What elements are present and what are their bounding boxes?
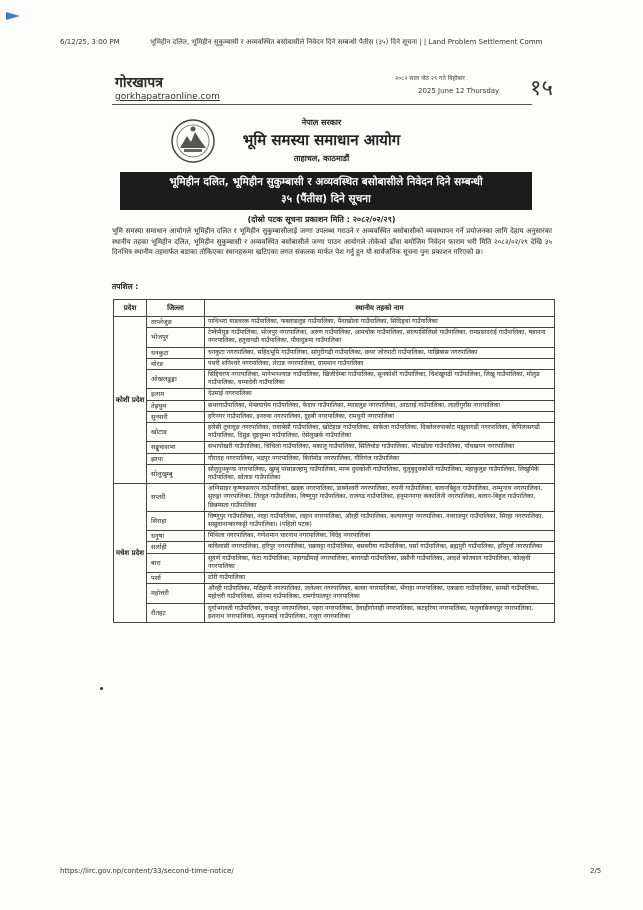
district-cell: झापा	[147, 453, 205, 464]
table-row	[114, 358, 555, 369]
local-levels-cell: अग्निसाइर कृष्णासवरन गाउँपालिका, खडक नगरपालिका, डाक्नेश्वरी नगरपालिका, रुपनी गाउँपालिका, बलानबिहुल गाउँपालिका, शम्भुनाथ नगरपालिका, सुरुङ्गा नगरपालिका, तिरहुत गाउँपालिका, विष्णुपुर गाउँपालिका, राजगढ गाउँपालिका, हनुमाननगर कंकालिनी नगरपालिका, बलान-बिहुल गाउँपालिका, छिन्नमस्ता गाउँपालिका	[205, 484, 555, 512]
table-row	[114, 423, 555, 442]
table-row	[114, 542, 555, 553]
footer-page-number: 2/5	[590, 867, 602, 875]
local-levels-cell: हलेसी तुवाचुङ नगरपालिका, रावाबेसी गाउँपालिका, खोटेहाङ गाउँपालिका, साकेला गाउँपालिका, दिक्तेलरुपाकोट मझुवागढी नगरपालिका, केपिलासगढी गाउँपालिका, दिप्रुङ चुइचुम्मा गाउँपालिका, ऐसेलुखर्क गाउँपालिका	[205, 423, 555, 442]
local-levels-table	[113, 299, 555, 623]
district-cell: ओखलढुङ्गा	[147, 370, 205, 389]
district-cell: मोरङ	[147, 358, 205, 369]
newspaper-url[interactable]: gorkhapatraonline.com	[115, 92, 220, 102]
local-levels-cell: ठोरी गाउँपालिका	[205, 573, 555, 584]
local-levels-cell: विष्णुपुर गाउँपालिका, नरहा गाउँपालिका, लहान नगरपालिका, औरही गाउँपालिका, कल्याणपुर नगरपालिका, नवराजपुर गाउँपालिका, सिरहा नगरपालिका, सखुवानान्कारकट्टी गाउँपालिका। (पहिलो पटक)	[205, 511, 555, 530]
local-levels-cell: कविलासी नगरपालिका, हरिपुर नगरपालिका, चक्रघट्टा गाउँपालिका, बसबरीया गाउँपालिका, पर्सा गाउँपालिका, ब्रह्मपुरी गाउँपालिका, हरिपुर्वा नगरपालिका	[205, 542, 555, 553]
header-divider	[112, 104, 532, 105]
print-datetime: 6/12/25, 3:00 PM	[60, 38, 120, 46]
schedule-label: तपशिल :	[112, 282, 139, 291]
publication-date: (दोस्रो पटक सूचना प्रकाशन मिति : २०८२/०२/२९)	[247, 215, 396, 224]
local-levels-cell: सिद्दिचरण नगरपालिका, मानेभञ्ज्याङ गाउँपालिका, खिजीदेम्बा गाउँपालिका, सुनकोशी गाउँपालिका, चिशंखुगढी गाउँपालिका, लिखु गाउँपालिका, मोलुङ गाउँपालिका, चम्पादेवी गाउँपालिका	[205, 370, 555, 389]
table-row	[114, 553, 555, 572]
local-levels-cell: हरिनगर गाउँपालिका, इनरुवा नगरपालिका, दुहबी नगरपालिका, रामधुनी नगरपालिका	[205, 411, 555, 422]
newspaper-date-nepali: २०८२ साल जेठ २९ गते बिहीबार	[395, 75, 465, 82]
notice-title-banner	[120, 172, 532, 210]
local-levels-cell: छथरगाउँपालिका, मेन्छयायेम गाउँपालिका, फेदाप गाउँपालिका, म्याङलुङ नगरपालिका, आठराई गाउँपालिका, लालीगुराँस नगरपालिका	[205, 400, 555, 411]
local-levels-cell: सुवर्ण गाउँपालिका, फेटा गाउँपालिका, महागढीमाई नगरपालिका, बारागढी गाउँपालिका, प्रसौनी गाउँपालिका, आदर्श कोतवाल गाउँपालिका, कोल्हवी नगरपालिका	[205, 553, 555, 572]
table-row	[114, 531, 555, 542]
district-cell: महोत्तरी	[147, 584, 205, 603]
local-levels-cell: पथरी शनिश्चरे नगरपालिका, लेटाङ नगरपालिका, ग्रामथान गाउँपालिका	[205, 358, 555, 369]
margin-dot	[100, 687, 103, 690]
table-row	[114, 370, 555, 389]
local-levels-cell: सभापोखरी गाउँपालिका, चिचिला गाउँपालिका, मकालु गाउँपालिका, सिलिचोङ गाउँपालिका, भोटखोला गाउँपालिका, पाँचखपन नगरपालिका	[205, 442, 555, 453]
table-row	[114, 442, 555, 453]
district-cell: खोटाङ	[147, 423, 205, 442]
province-cell: कोशी प्रदेश	[114, 317, 147, 484]
newspaper-name: गोरखापत्र	[115, 75, 163, 91]
table-row	[114, 347, 555, 358]
district-cell: सोलुखुम्बु	[147, 464, 205, 483]
local-levels-cell: टेम्केमैयुङ गाउँपालिका, भोजपुर नगरपालिका, अरुण गाउँपालिका, आमचोक गाउँपालिका, साल्पासिलिछो गाउँपालिका, रामप्रसादराई गाउँपालिका, षडानन्द नगरपालिका, हतुवागढी गाउँपालिका, पौवादुङमा गाउँपालिका	[205, 328, 555, 347]
table-row	[114, 464, 555, 483]
table-row	[114, 317, 555, 328]
local-levels-cell: औरही गाउँपालिका, मटिहानी नगरपालिका, जलेश्वर नगरपालिका, बलवा नगरपालिका, भँगाहा नगरपालिका, एकडारा गाउँपालिका, साम्सी गाउँपालिका, महोत्तरी गाउँपालिका, सोनमा गाउँपालिका, रामगोपालपुर नगरपालिका	[205, 584, 555, 603]
newspaper-page-number: १५	[530, 76, 553, 101]
print-page-title: भूमिहीन दलित, भूमिहीन सुकुम्बासी र अव्यवस्थित बसोबासीले निवेदन दिने सम्बन्धी पैतीस (३५) दिने सूचना | | Land Problem Settlement Comm	[150, 38, 543, 46]
district-cell: धनकुटा	[147, 347, 205, 358]
local-levels-cell: देउमाई नगरपालिका	[205, 389, 555, 400]
district-cell: पर्सा	[147, 573, 205, 584]
local-levels-cell: पाथिभरा याङवरक गाउँपालिका, फक्ताङलुङ गाउँपालिका, मैवाखोला गाउँपालिका, सिदिङ्वा गाउँपालिका	[205, 317, 555, 328]
table-row	[114, 484, 555, 512]
local-levels-cell: गौरादह नगरपालिका, भद्रपुर नगरपालिका, बिर्तामोड नगरपालिका, गौरिगंज गाउँपालिका	[205, 453, 555, 464]
header-district: जिल्ला	[147, 300, 205, 317]
district-cell: ताप्लेजुङ	[147, 317, 205, 328]
table-row	[114, 584, 555, 603]
notice-body: भूमि समस्या समाधान आयोगले भूमिहीन दलित र भूमिहीन सुकुम्बासीलाई जग्गा उपलब्ध गराउने र अव्यवस्थित बसोबासीको व्यवस्थापन गर्ने प्रयोजनका लागि देहाय अनुसारका स्थानीय तहका भूमिहीन दलित, भूमिहीन सुकुम्बासी र अव्यवस्थित बसोबासीले जग्गा पाउन आयोगले तोकेको ढाँचा बमोजिम निवेदन फाराम भरी मिति २०८२/०२/२९ देखि ३५ दिनभित्र स्थानीय तहमार्फत बडाका तोकिएका स्थानहरूमा खटिएका लगत संकलक मार्फत पेश गर्नु हुन यो सार्वजनिक सूचना पुनः प्रकाशन गरिएको छ।	[112, 227, 552, 257]
local-levels-cell: सोलुदुधकुण्ड नगरपालिका, खुम्बु पासाङल्हामु गाउँपालिका, माप्य दुधकोशी गाउँपालिका, धुलुबुदुधकोशी गाउँपालिका, महाकुलुङ गाउँपालिका, लिखुपिके गाउँपालिका, सोताङ गाउँपालिका	[205, 464, 555, 483]
province-cell: मधेश प्रदेश	[114, 484, 147, 623]
mouse-cursor-icon	[6, 12, 20, 20]
table-row	[114, 328, 555, 347]
footer-url[interactable]: https://lirc.gov.np/content/33/second-time-notice/	[60, 867, 234, 875]
district-cell: धनुषा	[147, 531, 205, 542]
header-local-levels: स्थानीय तहको नाम	[205, 300, 555, 317]
table-row	[114, 453, 555, 464]
newspaper-date-english: 2025 June 12 Thursday	[418, 87, 500, 95]
table-header-row	[114, 300, 555, 317]
district-cell: सिराहा	[147, 511, 205, 530]
header-province: प्रदेश	[114, 300, 147, 317]
commission-name: भूमि समस्या समाधान आयोग	[242, 131, 401, 149]
local-levels-cell: मिथिला नगरपालिका, गणेशमान चारनाथ नगरपालिका, विदेह नगरपालिका	[205, 531, 555, 542]
table-row	[114, 389, 555, 400]
district-cell: भोजपुर	[147, 328, 205, 347]
district-cell: सुनसरी	[147, 411, 205, 422]
notice-title-line1: भूमिहीन दलित, भूमिहीन सुकुम्बासी र अव्यवस्थित बसोबासीले निवेदन दिने सम्बन्धी	[169, 176, 483, 188]
district-cell: बारा	[147, 553, 205, 572]
table-row	[114, 400, 555, 411]
district-cell: तेह्रथुम	[147, 400, 205, 411]
district-cell: रौतहट	[147, 603, 205, 622]
local-levels-cell: दुर्गाभगवती गाउँपालिका, चन्द्रपुर नगरपालिका, पहरा नगरपालिका, देवाहीगोनाही नगरपालिका, कटहरिया नगरपालिका, फतुवाबिजयपुर नगरपालिका, इशनाथ नगरपालिका, यमुनामाई गाउँपालिका, गजुरा नगरपालिका	[205, 603, 555, 622]
table-row	[114, 411, 555, 422]
government-label: नेपाल सरकार	[301, 118, 342, 127]
notice-title-line2: ३५ (पैंतीस) दिने सूचना	[281, 193, 371, 205]
local-levels-cell: धनकुटा नगरपालिका, सहिदभूमि गाउँपालिका, सांगुरीगढी गाउँपालिका, छथर जोरपाटी गाउँपालिका, पाख्रिबास नगरपालिका	[205, 347, 555, 358]
district-cell: सर्लाही	[147, 542, 205, 553]
commission-location: ताहाचल, काठमाडौं	[293, 154, 350, 163]
district-cell: इलाम	[147, 389, 205, 400]
district-cell: सङ्खुवासभा	[147, 442, 205, 453]
table-row	[114, 573, 555, 584]
table-row	[114, 603, 555, 622]
district-cell: सप्तरी	[147, 484, 205, 512]
table-row	[114, 511, 555, 530]
